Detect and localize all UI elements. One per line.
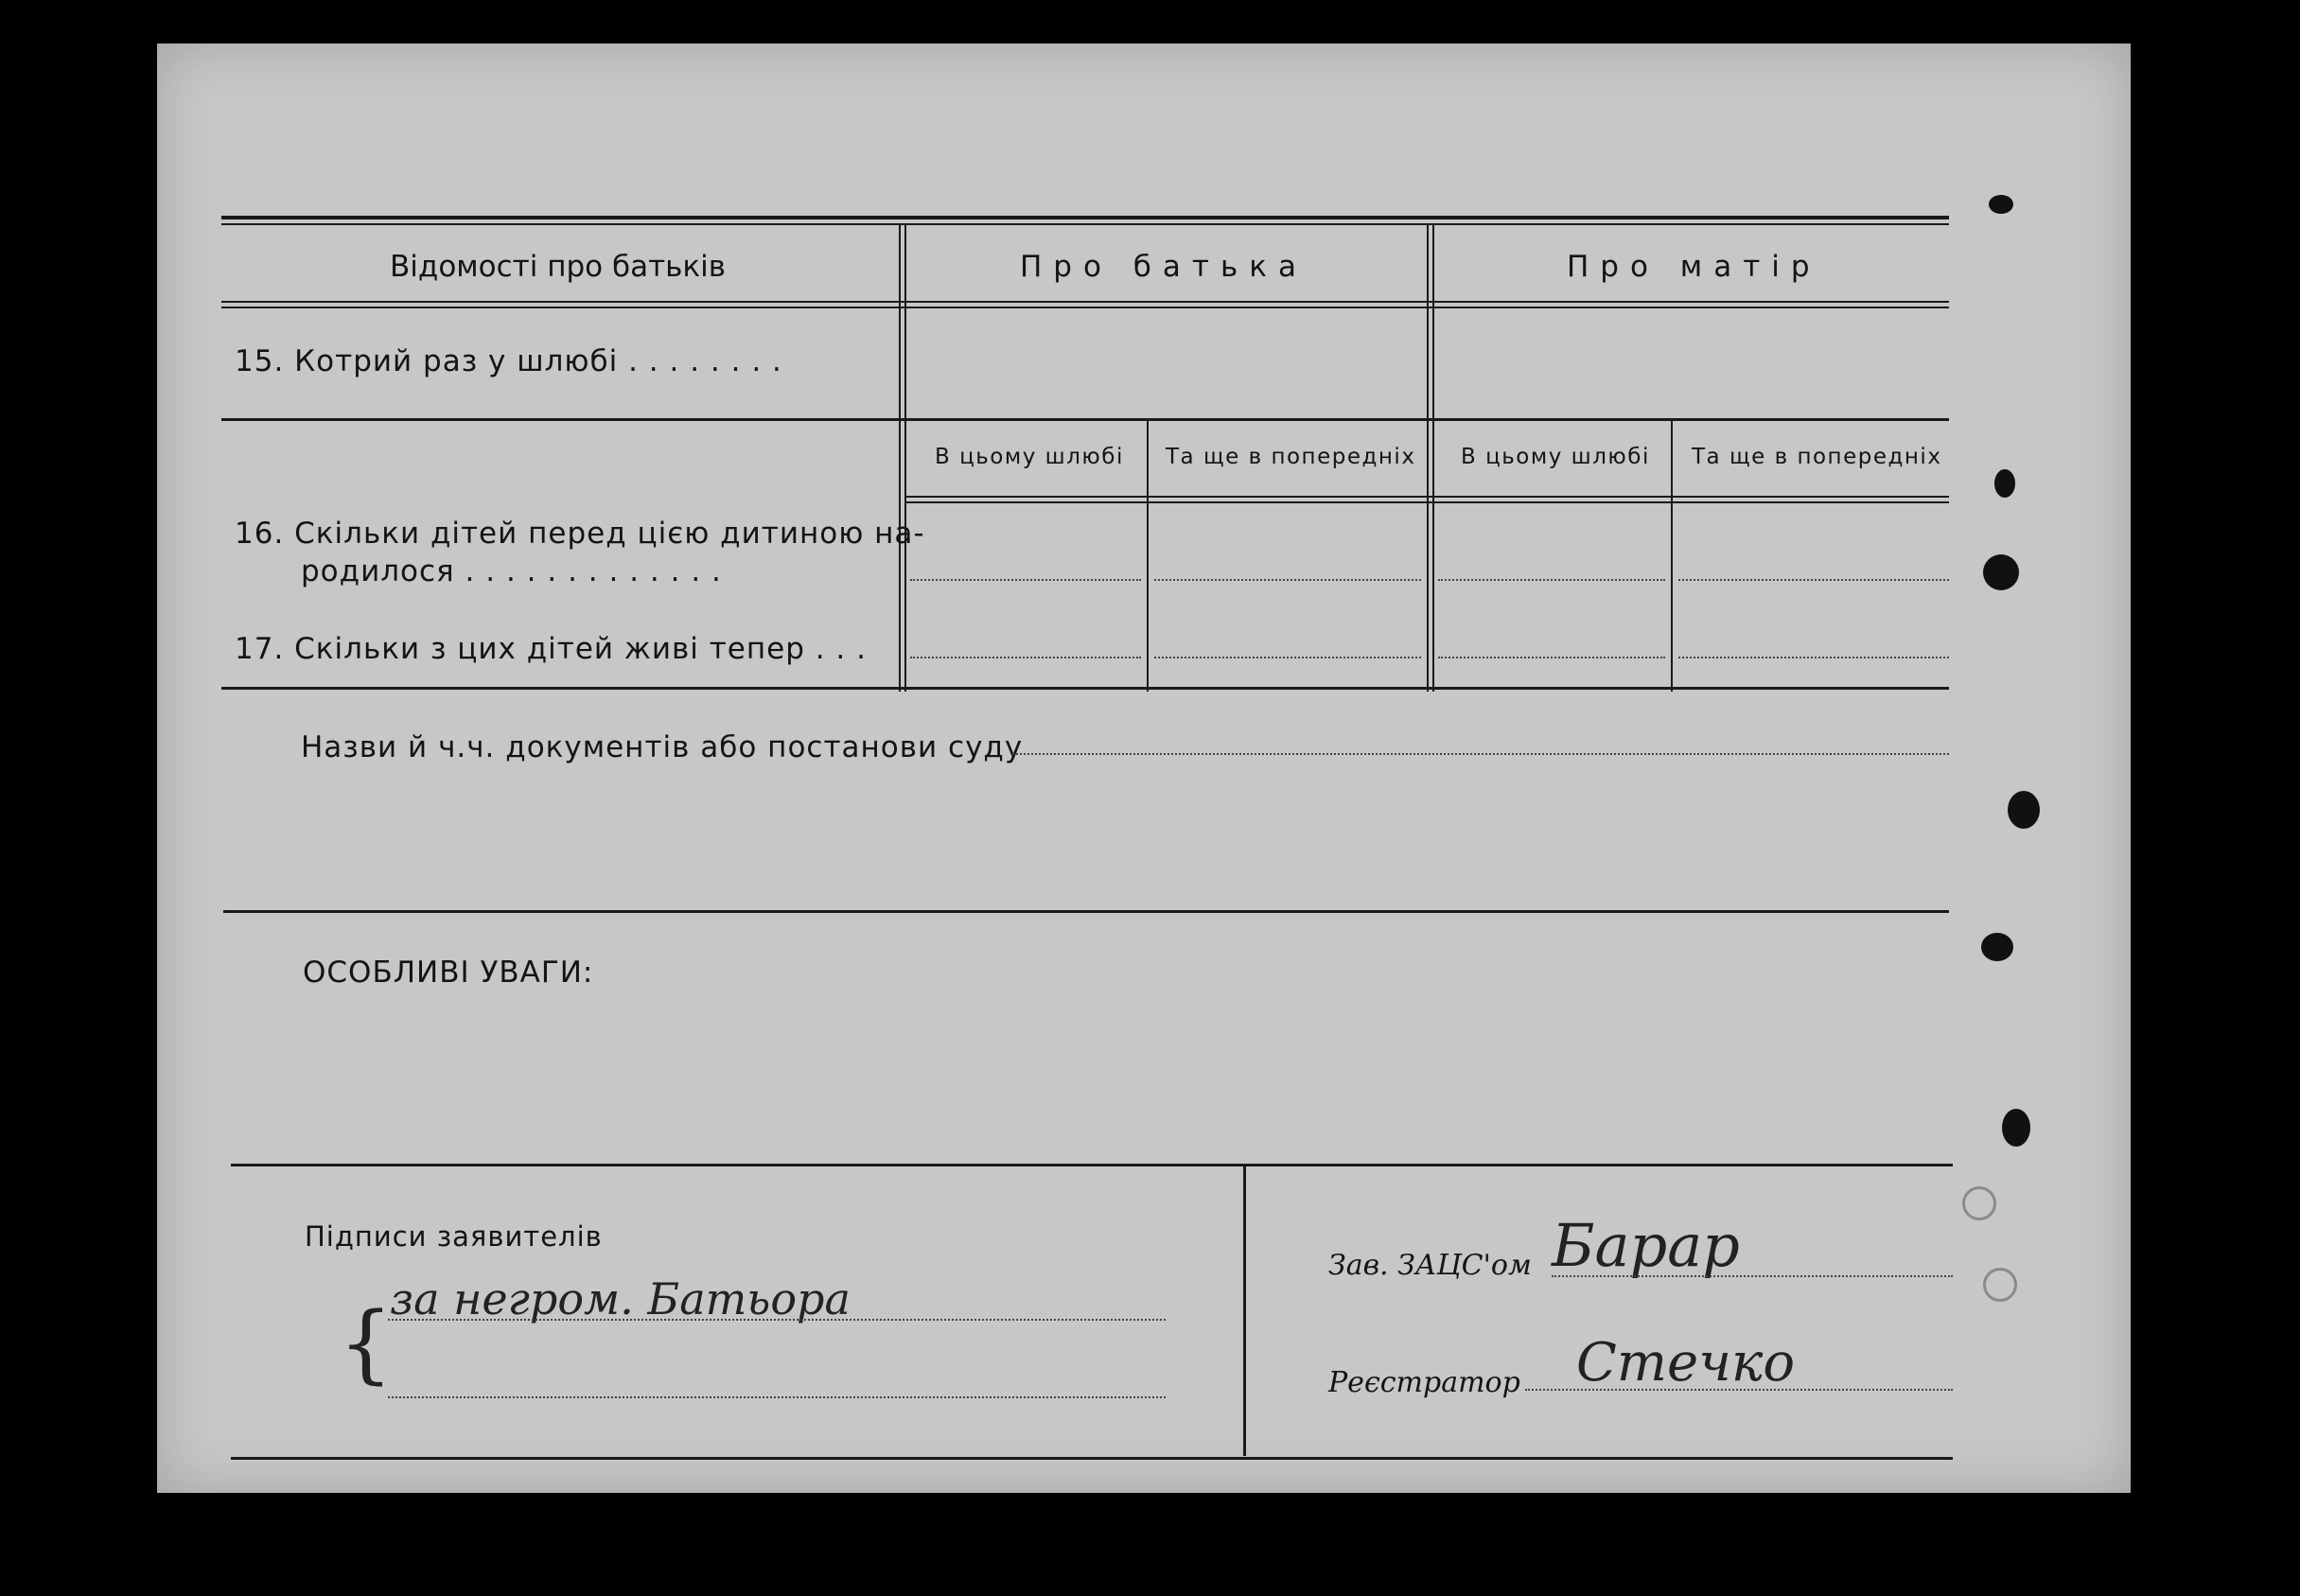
applicants-label: Підписи заявителів xyxy=(305,1220,603,1253)
header-rule-2 xyxy=(221,307,1949,308)
q16-father-prev-line xyxy=(1154,579,1421,581)
divider-left-b xyxy=(904,421,906,692)
q16-father-this-line xyxy=(910,579,1141,581)
q17-father-this-line xyxy=(910,657,1141,658)
documents-line xyxy=(1012,753,1949,755)
documents-rule xyxy=(223,910,1949,913)
applicant-line-2 xyxy=(388,1396,1166,1398)
binding-hole xyxy=(2002,1109,2030,1147)
documents-label: Назви й ч.ч. документів або постанови суду xyxy=(301,730,1024,764)
q17-rule xyxy=(221,687,1949,690)
special-notes-label: ОСОБЛИВІ УВАГИ: xyxy=(303,956,594,990)
father-this-marriage-header: В цьому шлюбі xyxy=(935,445,1124,469)
applicant-line-1 xyxy=(388,1319,1166,1321)
divider-middle-b xyxy=(1432,421,1434,692)
col-info-header: Відомості про батьків xyxy=(390,250,727,284)
divider-mother-sub xyxy=(1671,421,1673,692)
divider-father-sub xyxy=(1147,421,1149,692)
mother-previous-header: Та ще в попередніх xyxy=(1692,445,1942,469)
divider-middle xyxy=(1427,421,1429,692)
mother-this-marriage-header: В цьому шлюбі xyxy=(1461,445,1650,469)
q17-mother-this-line xyxy=(1438,657,1665,658)
question-16-line1: 16. Скільки дітей перед цією дитиною на- xyxy=(235,517,925,551)
head-signature-line xyxy=(1552,1275,1953,1277)
q16-mother-prev-line xyxy=(1678,579,1949,581)
registrar-label: Реєстратор xyxy=(1328,1366,1520,1399)
signature-divider xyxy=(1243,1166,1246,1456)
head-label: Зав. ЗАЦС'ом xyxy=(1328,1249,1532,1282)
top-rule-thin xyxy=(221,223,1949,225)
top-rule xyxy=(221,216,1949,219)
question-16-line2: родилося . . . . . . . . . . . . . xyxy=(301,554,722,588)
col-father-header: Про батька xyxy=(1020,250,1308,284)
divider-left xyxy=(899,421,901,692)
binding-hole xyxy=(1994,469,2015,498)
registrar-signature-line xyxy=(1525,1389,1953,1391)
applicants-brace: { xyxy=(339,1294,394,1394)
binding-hole xyxy=(1983,554,2019,590)
col-mother-header: Про матір xyxy=(1567,250,1821,284)
applicant-handwriting: за негром. Батьора xyxy=(390,1273,851,1324)
question-15: 15. Котрий раз у шлюбі . . . . . . . . xyxy=(235,344,782,378)
binding-hole xyxy=(1989,195,2013,214)
binding-ring xyxy=(1962,1186,1996,1220)
binding-hole xyxy=(1981,933,2013,961)
q15-rule xyxy=(221,418,1949,421)
notes-rule xyxy=(231,1164,1953,1166)
question-17: 17. Скільки з цих дітей живі тепер . . . xyxy=(235,632,867,666)
bottom-rule xyxy=(231,1457,1953,1460)
q17-father-prev-line xyxy=(1154,657,1421,658)
binding-hole xyxy=(2008,791,2040,829)
q16-mother-this-line xyxy=(1438,579,1665,581)
q17-mother-prev-line xyxy=(1678,657,1949,658)
head-signature: Барар xyxy=(1552,1211,1740,1280)
binding-ring xyxy=(1983,1268,2017,1302)
father-previous-header: Та ще в попередніх xyxy=(1166,445,1416,469)
header-rule xyxy=(221,301,1949,303)
form-sheet xyxy=(157,44,2131,1493)
registrar-signature: Стечко xyxy=(1576,1332,1796,1394)
subheader-rule xyxy=(906,496,1949,498)
subheader-rule-2 xyxy=(906,501,1949,503)
